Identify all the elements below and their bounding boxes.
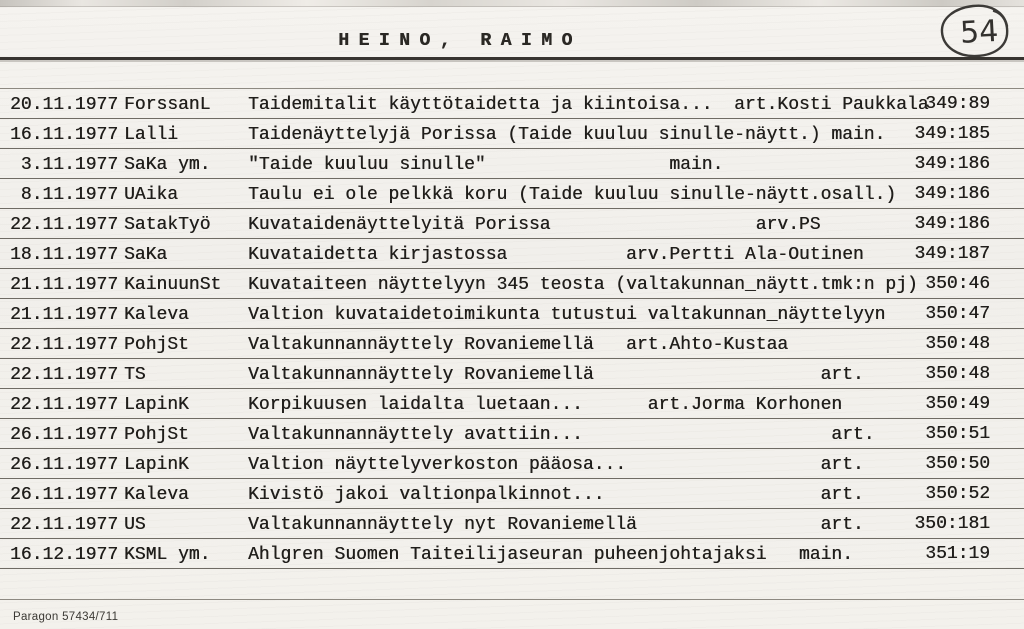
page-number-badge [936,1,1016,59]
entry-text: Kuvataiteen näyttelyyn 345 teosta (valtakunnan_näytt.tmk:n pj) [248,274,918,295]
header-rule [0,57,1024,60]
entry-text: Valtion kuvataidetoimikunta tutustui valtakunnan_näyttelyyn [248,304,886,325]
entry-ref: 350:48 [925,334,990,354]
table-row [0,209,1024,239]
entry-date: 22.11.1977 [10,334,119,355]
entry-text: Ahlgren Suomen Taiteilijaseuran puheenjohtajaksi main. [248,544,853,565]
entry-ref: 349:186 [914,214,990,234]
card-imprint: Paragon 57434/711 [13,611,119,623]
entry-source: SaKa ym. [124,154,211,175]
entry-date: 26.11.1977 [10,484,119,505]
entry-source: PohjSt [124,424,189,445]
entry-text: Kuvataidetta kirjastossa arv.Pertti Ala-Outinen [248,244,864,265]
entry-date: 18.11.1977 [10,244,119,265]
entry-ref: 349:187 [914,244,990,264]
entry-source: US [124,514,146,535]
entry-ref: 350:181 [914,514,990,534]
entry-text: Korpikuusen laidalta luetaan... art.Jorma Korhonen [248,394,843,415]
entry-ref: 349:186 [914,154,990,174]
entry-source: TS [124,364,146,385]
entry-source: LapinK [124,454,189,475]
entry-date: 22.11.1977 [10,214,119,235]
table-row [0,359,1024,389]
entry-text: Taulu ei ole pelkkä koru (Taide kuuluu sinulle-näytt.osall.) [248,184,897,205]
table-row [0,479,1024,509]
entry-date: 21.11.1977 [10,304,119,325]
entry-date: 8.11.1977 [10,184,119,205]
entry-source: Kaleva [124,304,189,325]
entry-date: 21.11.1977 [10,274,119,295]
entry-text: Valtakunnannäyttely nyt Rovaniemellä art. [248,514,864,535]
entry-source: KainuunSt [124,274,222,295]
entry-ref: 351:19 [925,544,990,564]
entry-date: 26.11.1977 [10,454,119,475]
table-row [0,389,1024,419]
table-row [0,239,1024,269]
entry-date: 20.11.1977 [10,94,119,115]
entry-ref: 350:49 [925,394,990,414]
entry-text: Taidemitalit käyttötaidetta ja kiintoisa... art.Kosti Paukkala [248,94,929,115]
table-row [0,269,1024,299]
table-row [0,299,1024,329]
entry-text: Valtakunnannäyttely Rovaniemellä art.Ahto-Kustaa [248,334,789,355]
entries-table [0,88,1024,600]
entry-text: Kivistö jakoi valtionpalkinnot... art. [248,484,864,505]
entry-ref: 350:46 [925,274,990,294]
entry-ref: 349:186 [914,184,990,204]
entry-date: 16.12.1977 [10,544,119,565]
entry-date: 22.11.1977 [10,364,119,385]
table-row [0,179,1024,209]
entry-date: 22.11.1977 [10,514,119,535]
scan-torn-edge [0,0,1024,7]
table-row [0,89,1024,119]
table-row [0,419,1024,449]
table-row [0,329,1024,359]
entry-ref: 350:47 [925,304,990,324]
table-row [0,149,1024,179]
entry-source: SaKa [124,244,168,265]
page-title: HEINO, RAIMO [338,31,582,51]
entry-text: Valtakunnannäyttely Rovaniemellä art. [248,364,864,385]
entry-source: ForssanL [124,94,211,115]
entry-date: 16.11.1977 [10,124,119,145]
entry-text: "Taide kuuluu sinulle" main. [248,154,724,175]
table-row [0,539,1024,569]
table-row [0,119,1024,149]
entry-source: Kaleva [124,484,189,505]
table-row [0,449,1024,479]
entry-date: 3.11.1977 [10,154,119,175]
entry-source: SatakTyö [124,214,211,235]
entry-source: PohjSt [124,334,189,355]
entry-text: Taidenäyttelyjä Porissa (Taide kuuluu sinulle-näytt.) main. [248,124,886,145]
entry-ref: 349:89 [925,94,990,114]
table-row [0,509,1024,539]
entry-ref: 350:50 [925,454,990,474]
entry-source: UAika [124,184,179,205]
entry-text: Valtakunnannäyttely avattiin... art. [248,424,875,445]
entry-ref: 350:51 [925,424,990,444]
entry-date: 22.11.1977 [10,394,119,415]
entry-source: Lalli [124,124,179,145]
entry-ref: 349:185 [914,124,990,144]
entry-date: 26.11.1977 [10,424,119,445]
empty-ruled-row [0,569,1024,600]
entry-text: Valtion näyttelyverkoston pääosa... art. [248,454,864,475]
entry-text: Kuvataidenäyttelyitä Porissa arv.PS [248,214,821,235]
entry-ref: 350:48 [925,364,990,384]
entry-source: LapinK [124,394,189,415]
entry-source: KSML ym. [124,544,211,565]
page-number: 54 [959,13,1000,51]
entry-ref: 350:52 [925,484,990,504]
